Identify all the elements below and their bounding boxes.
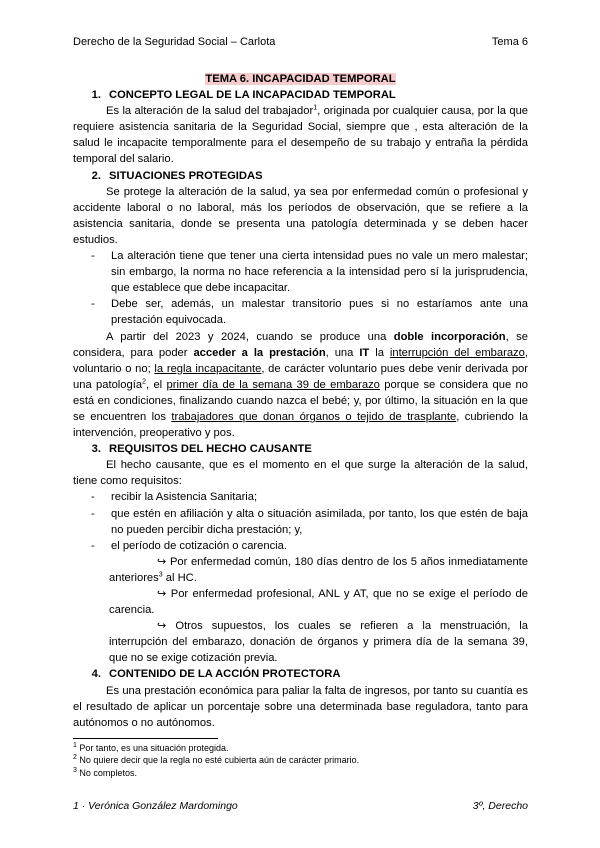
document-body — [73, 71, 528, 731]
footnote-ref-2[interactable]: 2 — [142, 378, 146, 386]
footnote-ref-1[interactable]: 1 — [313, 104, 318, 112]
section-2-paragraph-2: A partir del 2023 y 2024, cuando se produce una doble incorporación, se considera, para poder acceder a la prestación, una IT la interrupción del embarazo, voluntario o no; la regla incapacitante, de carácter voluntario pues debe venir derivada por una patología$^2$, el primer día de la semana 39 de embarazo porque se considera que no está en condiciones, finalizando cuando nazca el bebé; y, por último, la situación en la que se encuentren los trabajadores que donan órganos o tejido de trasplante, cubriendo la intervención, preoperativo y pos. — [73, 330, 529, 440]
page-title: TEMA 6. INCAPACIDAD TEMPORAL — [205, 73, 396, 85]
sub-item-common-illness: ↪ Por enfermedad común, 180 días dentro de los 5 años inmediatamente anteriores$^3$ al HC. — [109, 555, 529, 584]
footnote-ref-3[interactable]: 3 — [158, 571, 163, 579]
footer-author: 1 · Verónica González Mardomingo — [73, 800, 238, 812]
section-2-heading: 2. SITUACIONES PROTEGIDAS — [91, 169, 263, 182]
list-item: - que estén en afiliación y alta o situación asimilada, por tanto, los que estén de baja no pueden percibir dicha prestación; y, — [91, 507, 528, 536]
arrow-icon: ↪ — [157, 620, 167, 633]
header-topic: Tema 6 — [491, 36, 528, 48]
footnotes — [73, 742, 359, 779]
section-1-paragraph: Es la alteración de la salud del trabajador$^1$, originada por cualquier causa, por la que requiere asistencia sanitaria de la Seguridad Social, siempre que , esta alteración de la salud le incapacite temporalmente para el desempeño de su trabajo y entraña la pérdida temporal del salario. — [73, 104, 529, 166]
list-item: - Debe ser, además, un malestar transitorio pues si no estaríamos ante una prestación equivocada. — [91, 298, 528, 327]
header-course: Derecho de la Seguridad Social – Carlota — [73, 36, 276, 48]
section-3-paragraph: El hecho causante, que es el momento en el que surge la alteración de la salud, tiene como requisitos: — [73, 459, 528, 488]
section-4-paragraph: Es una prestación económica para paliar la falta de ingresos, por tanto su cuantía es el resultado de aplicar un porcentaje sobre una determinada base reguladora, tanto para autónomos o no autónomos. — [73, 684, 528, 729]
section-2-paragraph-1: Se protege la alteración de la salud, ya sea por enfermedad común o profesional y accidente laboral o no laboral, más los períodos de observación, que se refiere a la asistencia sanitaria, donde se presenta una patología determinada y se deben hacer estudios. — [73, 185, 528, 246]
list-item: - recibir la Asistencia Sanitaria; — [91, 491, 258, 504]
sub-item-other-cases: ↪ Otros supuestos, los cuales se refieren a la menstruación, la interrupción del embarazo, donación de órganos y primera día de la semana 39, que no se exige cotización previa. — [109, 620, 529, 665]
section-4-heading: 4. CONTENIDO DE LA ACCIÓN PROTECTORA — [91, 668, 341, 681]
footnote-divider — [73, 738, 218, 739]
section-1-heading: 1. CONCEPTO LEGAL DE LA INCAPACIDAD TEMPORAL — [91, 89, 396, 102]
footnote: $^1$ Por tanto, es una situación protegida. — [73, 742, 229, 753]
footnote: $^3$ No completos. — [73, 766, 137, 778]
list-item: - el período de cotización o carencia. — [91, 539, 288, 552]
footnote: $^2$ No quiere decir que la regla no esté cubierta aún de carácter primario. — [73, 754, 360, 766]
arrow-icon: ↪ — [157, 588, 167, 600]
arrow-icon: ↪ — [157, 555, 167, 568]
section-3-heading: 3. REQUISITOS DEL HECHO CAUSANTE — [91, 443, 312, 456]
footer-course-year: 3º, Derecho — [472, 800, 528, 812]
list-item: - La alteración tiene que tener una cierta intensidad pues no vale un mero malestar; sin embargo, la norma no hace referencia a la intensidad pero sí la jurisprudencia, que establece que debe incapacitar. — [91, 250, 528, 295]
sub-item-professional-illness: ↪ Por enfermedad profesional, ANL y AT, que no se exige el período de carencia. — [109, 588, 528, 617]
